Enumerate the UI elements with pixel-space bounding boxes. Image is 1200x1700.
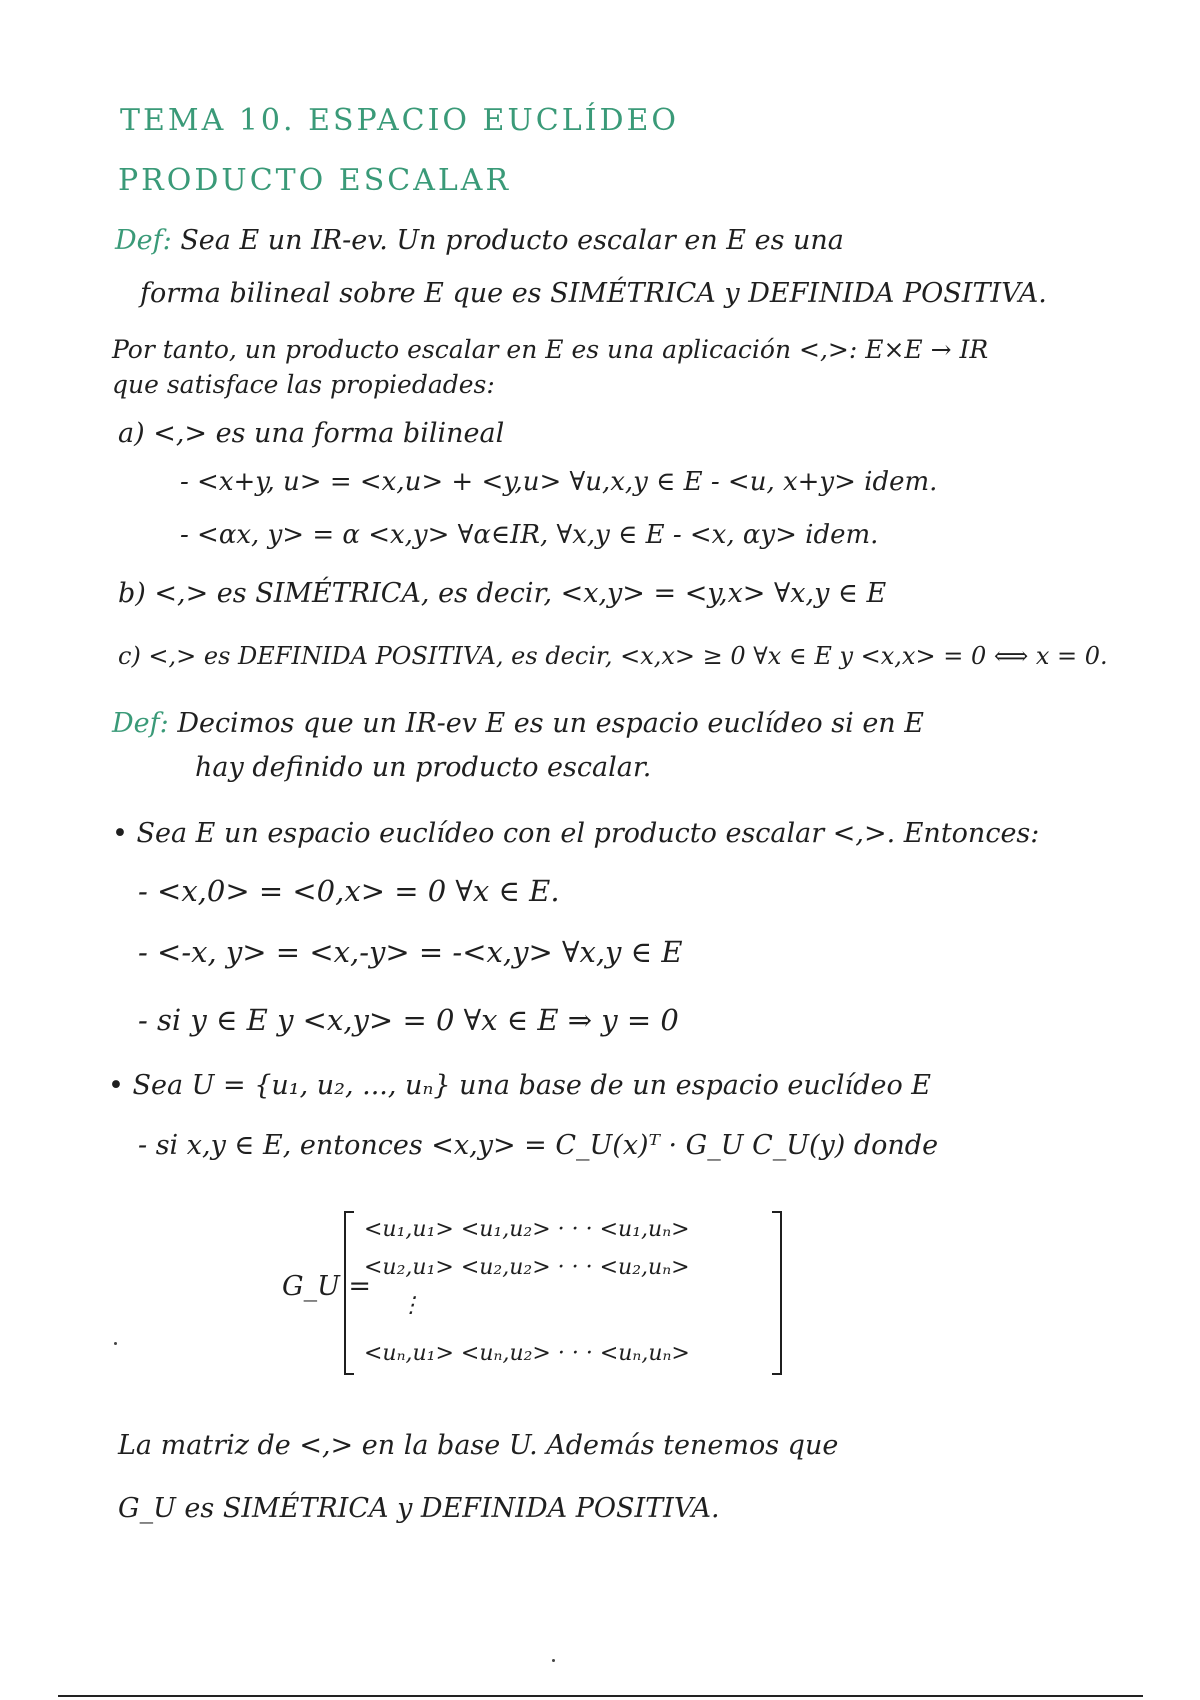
intro-line-2: que satisface las propiedades: (112, 370, 495, 399)
proposition-1-item-1: - <x,0> = <0,x> = 0 ∀x ∈ E. (138, 874, 560, 908)
property-a-item-2: - <αx, y> = α <x,y> ∀α∈IR, ∀x,y ∈ E - <x, αy> idem. (180, 520, 879, 550)
proposition-1-item-3: - si y ∈ E y <x,y> = 0 ∀x ∈ E ⇒ y = 0 (138, 1003, 679, 1037)
property-c: c) <,> es DEFINIDA POSITIVA, es decir, <x,x> ≥ 0 ∀x ∈ E y <x,x> = 0 ⟺ x = 0. (118, 642, 1108, 670)
page-bottom-rule (58, 1695, 1143, 1697)
definition-2-line-1 (112, 708, 924, 740)
property-a-item-1: - <x+y, u> = <x,u> + <y,u> ∀u,x,y ∈ E - <u, x+y> idem. (180, 467, 938, 497)
definition-2-label: Def: (112, 708, 169, 739)
stray-mark (114, 1342, 117, 1345)
intro-line-1: Por tanto, un producto escalar en E es una aplicación <,>: E×E → IR (112, 335, 989, 364)
stray-mark (552, 1659, 555, 1662)
proposition-2-intro: • Sea U = {u₁, u₂, ..., uₙ} una base de un espacio euclídeo E (108, 1070, 931, 1101)
conclusion-line-1: La matriz de <,> en la base U. Además tenemos que (118, 1430, 839, 1461)
proposition-1-intro: • Sea E un espacio euclídeo con el producto escalar <,>. Entonces: (112, 818, 1040, 849)
definition-1-text: Sea E un IR-ev. Un producto escalar en E es una (180, 225, 844, 256)
section-title: PRODUCTO ESCALAR (118, 163, 512, 198)
definition-2-line-2: hay definido un producto escalar. (195, 752, 652, 783)
property-b: b) <,> es SIMÉTRICA, es decir, <x,y> = <y,x> ∀x,y ∈ E (118, 578, 887, 609)
gram-matrix (282, 1205, 782, 1385)
matrix-vertical-dots: ⋮ (400, 1293, 422, 1318)
definition-2-text: Decimos que un IR-ev E es un espacio euclídeo si en E (177, 708, 924, 739)
matrix-row-n: <uₙ,u₁> <uₙ,u₂> · · · <uₙ,uₙ> (364, 1341, 690, 1366)
property-a: a) <,> es una forma bilineal (118, 418, 505, 449)
definition-1-label: Def: (115, 225, 172, 256)
page-title: TEMA 10. ESPACIO EUCLÍDEO (120, 103, 680, 138)
matrix-left-bracket (344, 1211, 354, 1375)
definition-1-line-2: forma bilineal sobre E que es SIMÉTRICA y DEFINIDA POSITIVA. (140, 278, 1047, 309)
definition-1-line-1 (115, 225, 844, 257)
matrix-row-2: <u₂,u₁> <u₂,u₂> · · · <u₂,uₙ> (364, 1255, 690, 1280)
matrix-label: G_U = (282, 1271, 372, 1302)
matrix-right-bracket (772, 1211, 782, 1375)
matrix-row-1: <u₁,u₁> <u₁,u₂> · · · <u₁,uₙ> (364, 1217, 690, 1242)
proposition-2-item-1: - si x,y ∈ E, entonces <x,y> = C_U(x)ᵀ · G_U C_U(y) donde (138, 1130, 939, 1161)
conclusion-line-2: G_U es SIMÉTRICA y DEFINIDA POSITIVA. (118, 1493, 720, 1524)
proposition-1-item-2: - <-x, y> = <x,-y> = -<x,y> ∀x,y ∈ E (138, 935, 683, 969)
